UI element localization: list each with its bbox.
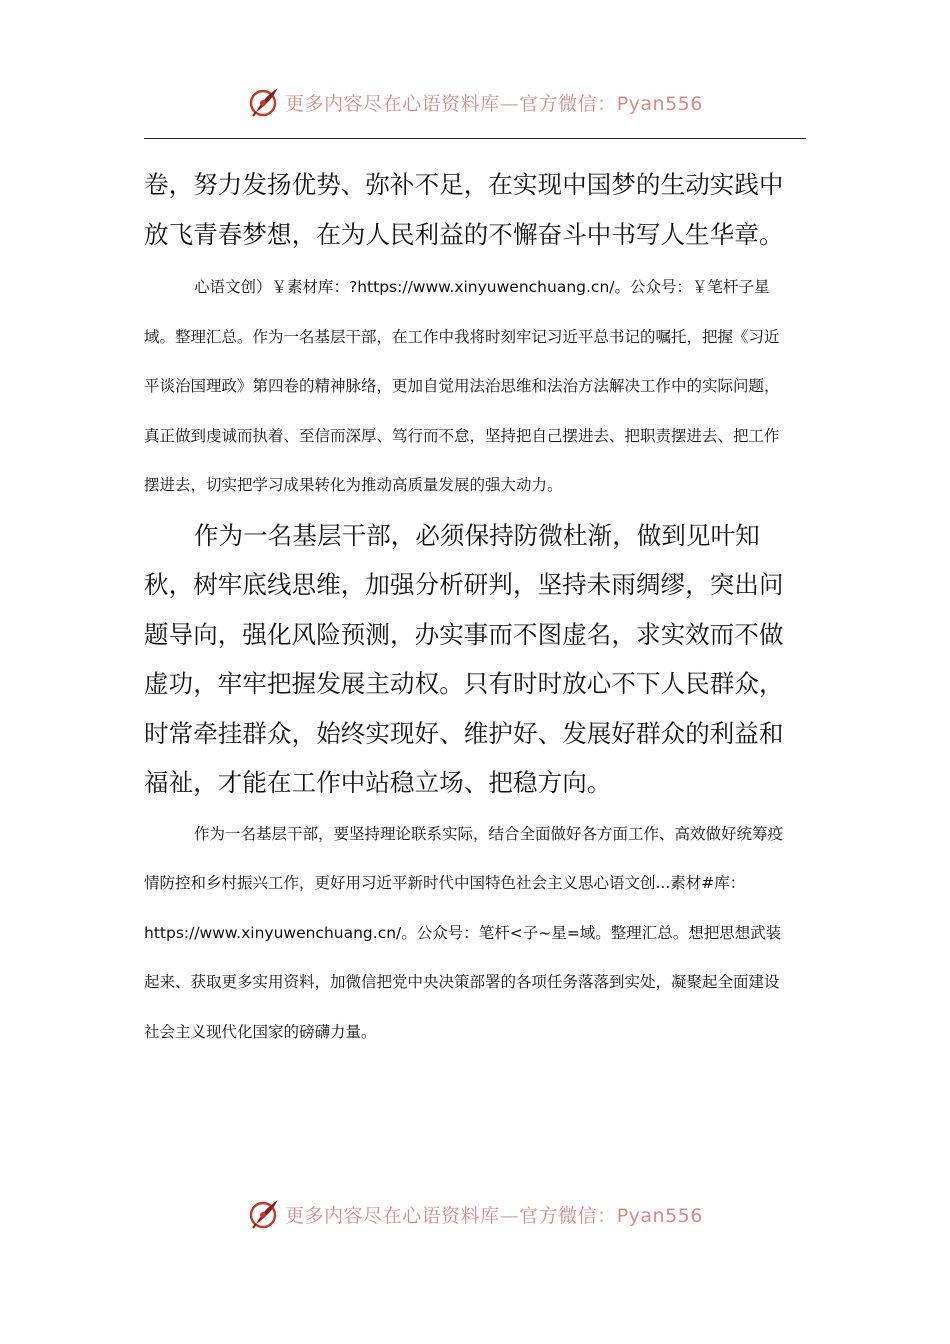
document-body: [144, 160, 794, 1057]
footer-banner-main: 更多内容尽在心语资料库: [285, 1204, 500, 1227]
header-banner-dash: —: [499, 92, 520, 115]
header-divider: [144, 138, 806, 139]
paragraph-2: 心语文创）￥素材库：?https://www.xinyuwenchuang.cn/。公众号：￥笔杆子星域。整理汇总。作为一名基层干部，在工作中我将时刻牢记习近平总书记的嘱托，把握《习近平谈治国理政》第四卷的精神脉络，更加自觉用法治思维和法治方法解决工作中的实际问题，真正做到虔诚而执着、至信而深厚、笃行而不怠，坚持把自己摆进去、把职责摆进去、把工作摆进去，切实把学习成果转化为推动高质量发展的强大动力。: [144, 278, 780, 494]
paragraph-4: 作为一名基层干部，要坚持理论联系实际，结合全面做好各方面工作、高效做好统筹疫情防控和乡村振兴工作，更好用习近平新时代中国特色社会主义思心语文创...素材#库：https://www.xinyuwenchuang.cn/。公众号：笔杆<子~星=域。整理汇总。想把思想武装起来、获取更多实用资料，加微信把党中央决策部署的各项任务落落到实处，凝聚起全面建设社会主义现代化国家的磅礴力量。: [144, 824, 784, 1041]
paragraph-3: 作为一名基层干部，必须保持防微杜渐，做到见叶知秋，树牢底线思维，加强分析研判，坚持未雨绸缪，突出问题导向，强化风险预测，办实事而不图虚名，求实效而不做虚功，牢牢把握发展主动权。只有时时放心不下人民群众，时常牵挂群众，始终实现好、维护好、发展好群众的利益和福祉，才能在工作中站稳立场、把稳方向。: [144, 520, 784, 797]
footer-banner-label: 官方微信：: [519, 1204, 617, 1227]
footer-banner-dash: —: [499, 1204, 520, 1227]
footer-banner-handle: Pyan556: [616, 1204, 703, 1227]
header-banner-label: 官方微信：: [519, 92, 617, 115]
paragraph-1: 卷，努力发扬优势、弥补不足，在实现中国梦的生动实践中放飞青春梦想，在为人民利益的不懈奋斗中书写人生华章。: [144, 170, 784, 249]
footer-banner-text: [285, 1201, 703, 1228]
footer-banner: [0, 1192, 950, 1236]
quill-logo-icon: [247, 85, 281, 119]
quill-logo-icon: [247, 1197, 281, 1231]
header-banner-handle: Pyan556: [616, 92, 703, 115]
header-banner-main: 更多内容尽在心语资料库: [285, 92, 500, 115]
header-banner: [0, 80, 950, 124]
header-banner-text: [285, 89, 703, 116]
